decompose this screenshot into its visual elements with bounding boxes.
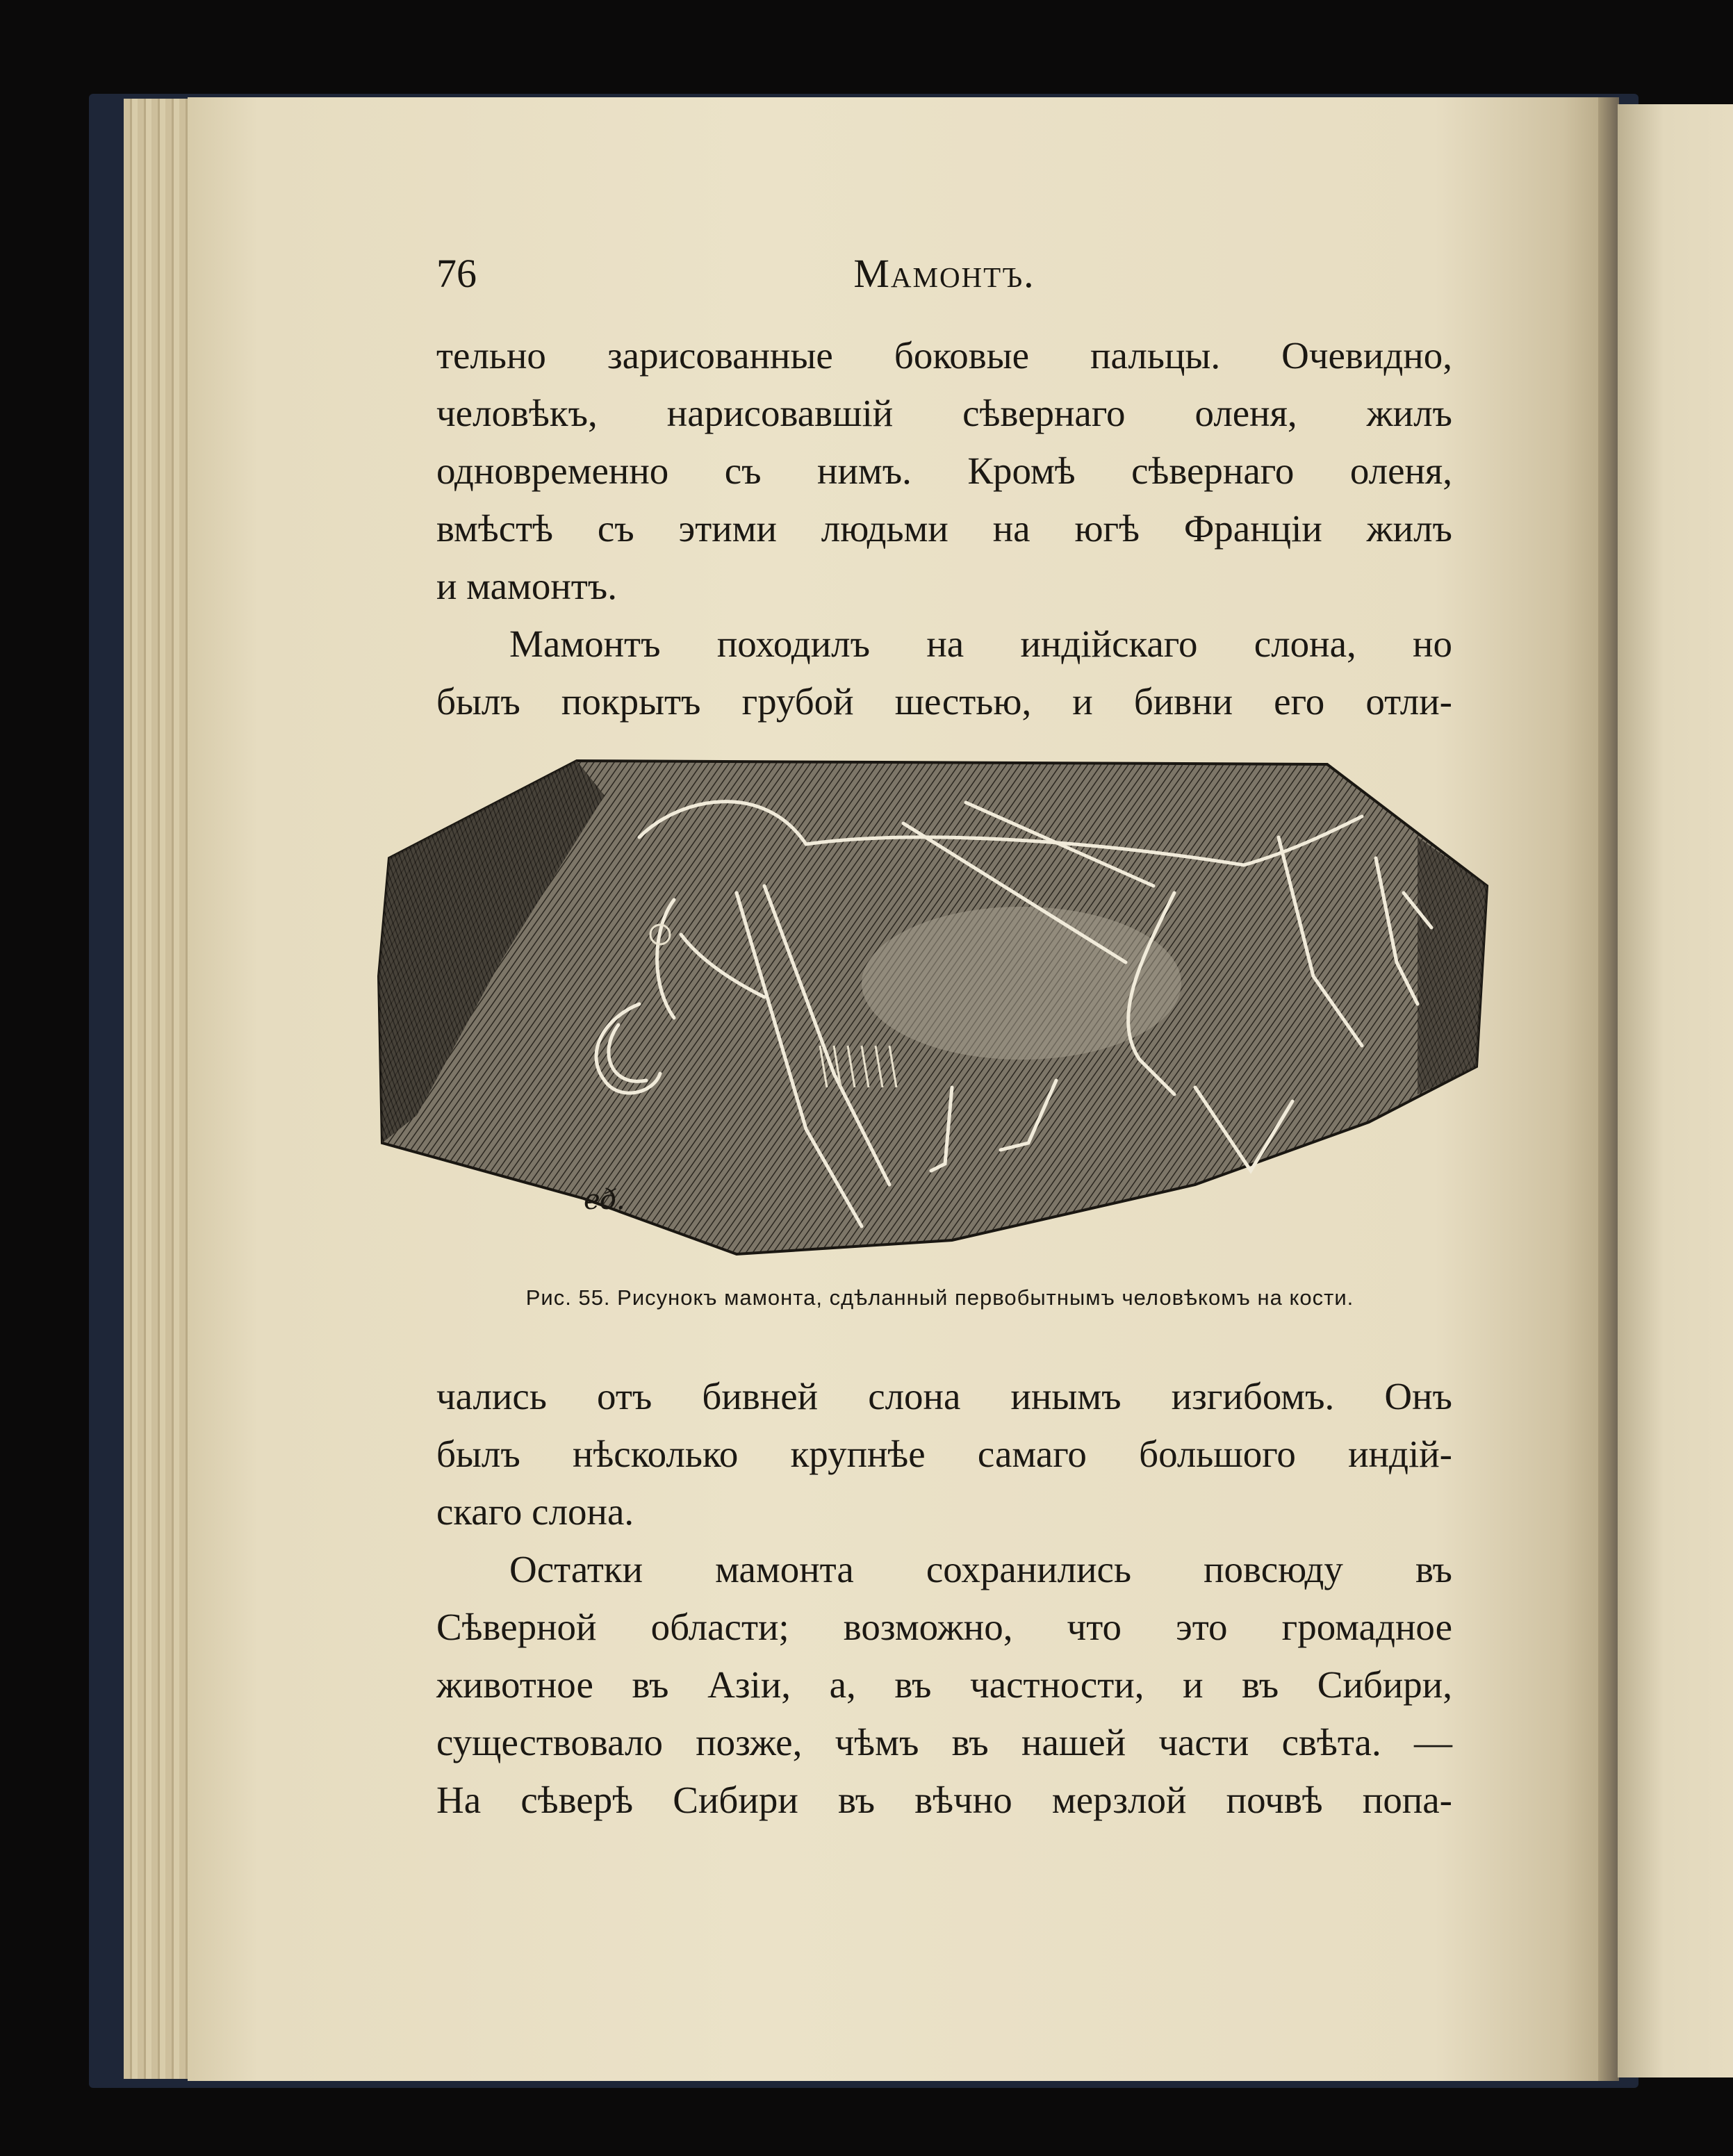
text-line: скаго слона. xyxy=(436,1490,634,1533)
mammoth-engraving-image xyxy=(375,754,1504,1258)
text-line: существовало позже, чѣмъ въ нашей части свѣта. — xyxy=(436,1721,1452,1763)
page-header xyxy=(436,243,1452,299)
gutter-shadow xyxy=(1598,97,1619,2081)
text-line: вмѣстѣ съ этими людьми на югѣ Франціи жилъ xyxy=(436,507,1452,550)
text-line: тельно зарисованные боковые пальцы. Очевидно, xyxy=(436,334,1452,377)
paragraph xyxy=(436,1367,1452,1540)
text-line: Остатки мамонта сохранились повсюду въ xyxy=(509,1548,1452,1590)
text-line: былъ покрытъ грубой шестью, и бивни его отли- xyxy=(436,680,1452,723)
text-line: На сѣверѣ Сибири въ вѣчно мерзлой почвѣ попа- xyxy=(436,1779,1452,1821)
text-line: Мамонтъ походилъ на индійскаго слона, но xyxy=(509,623,1452,665)
paragraph xyxy=(436,1540,1452,1829)
paragraph xyxy=(436,327,1452,615)
mammoth-engraving-figure xyxy=(375,754,1504,1258)
text-line: былъ нѣсколько крупнѣе самаго большого индій- xyxy=(436,1433,1452,1475)
text-line: чались отъ бивней слона инымъ изгибомъ. Онъ xyxy=(436,1375,1452,1417)
figure-caption: Рис. 55. Рисунокъ мамонта, сдѣланный первобытнымъ человѣкомъ на кости. xyxy=(525,1285,1354,1310)
text-line: одновременно съ нимъ. Кромѣ сѣвернаго оленя, xyxy=(436,450,1452,492)
text-line: животное въ Азіи, а, въ частности, и въ Сибири, xyxy=(436,1663,1452,1706)
text-block-top xyxy=(436,327,1452,730)
text-line: Сѣверной области; возможно, что это громадное xyxy=(436,1606,1452,1648)
text-block-bottom xyxy=(436,1367,1452,1829)
text-line: человѣкъ, нарисовавшій сѣвернаго оленя, жилъ xyxy=(436,392,1452,434)
engraver-signature: eð. xyxy=(584,1184,625,1216)
paragraph xyxy=(436,615,1452,730)
text-line: и мамонтъ. xyxy=(436,565,617,607)
page-number: 76 xyxy=(436,251,477,296)
facing-page xyxy=(1618,104,1733,2077)
running-head: Мамонтъ. xyxy=(853,251,1035,296)
